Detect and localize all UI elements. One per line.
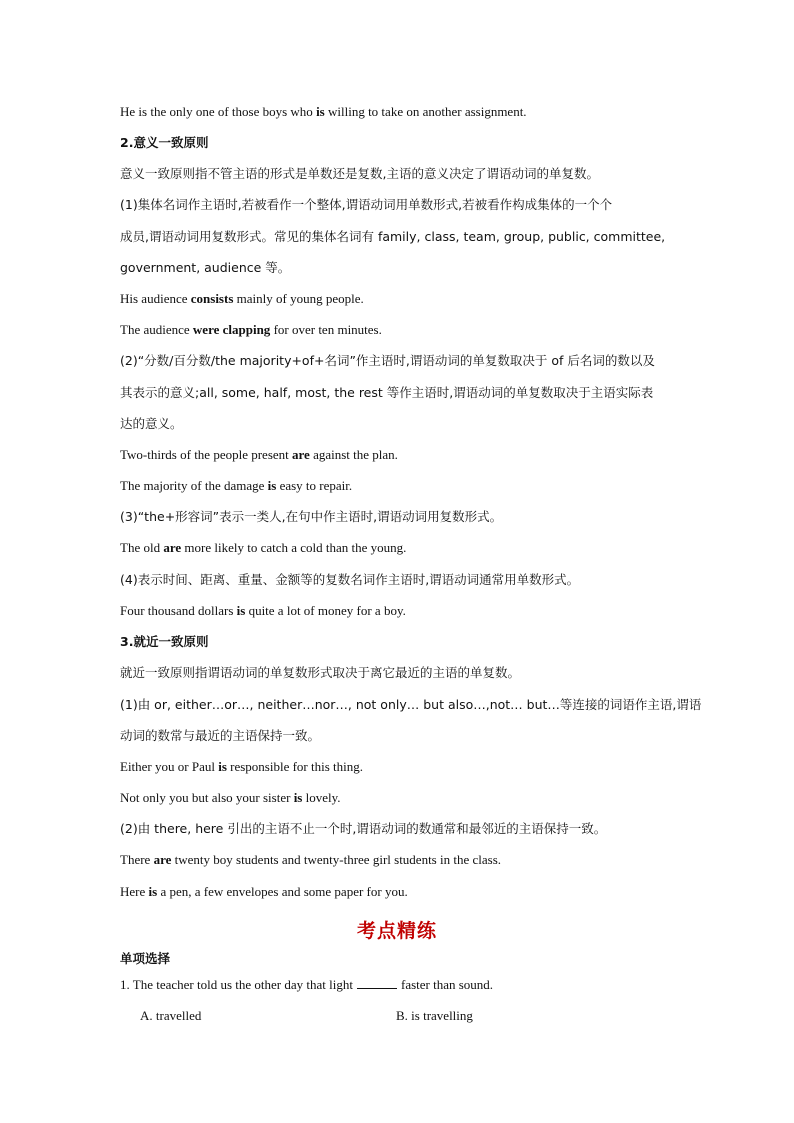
example-sentence: The old are more likely to catch a cold than the young. bbox=[120, 540, 407, 555]
example-sentence: Two-thirds of the people present are against the plan. bbox=[120, 447, 398, 462]
paragraph: 意义一致原则指不管主语的形式是单数还是复数,主语的意义决定了谓语动词的单复数。 bbox=[120, 166, 599, 181]
paragraph: (1)由 or, either…or…, neither…nor…, not only… but also…,not… but…等连接的词语作主语,谓语 bbox=[120, 697, 702, 712]
paragraph: 动词的数常与最近的主语保持一致。 bbox=[120, 728, 321, 743]
option-b[interactable]: B. is travelling bbox=[396, 1008, 473, 1023]
paragraph: (4)表示时间、距离、重量、金额等的复数名词作主语时,谓语动词通常用单数形式。 bbox=[120, 572, 580, 587]
option-a[interactable]: A. travelled bbox=[140, 1008, 202, 1023]
example-sentence: There are twenty boy students and twenty-three girl students in the class. bbox=[120, 852, 502, 867]
example-sentence: Here is a pen, a few envelopes and some paper for you. bbox=[120, 884, 408, 899]
section-title: 考点精练 bbox=[356, 920, 437, 942]
example-sentence: Either you or Paul is responsible for this thing. bbox=[120, 759, 364, 774]
answer-blank[interactable] bbox=[357, 977, 397, 989]
paragraph: 成员,谓语动词用复数形式。常见的集体名词有 family, class, team, group, public, committee, bbox=[120, 229, 666, 244]
example-sentence: The majority of the damage is easy to repair. bbox=[120, 478, 353, 493]
exercise-type-label: 单项选择 bbox=[120, 951, 171, 966]
paragraph: 就近一致原则指谓语动词的单复数形式取决于离它最近的主语的单复数。 bbox=[120, 665, 521, 680]
paragraph: 其表示的意义;all, some, half, most, the rest 等作主语时,谓语动词的单复数取决于主语实际表 bbox=[120, 385, 654, 400]
section-heading-2: 2.意义一致原则 bbox=[120, 135, 209, 150]
paragraph: 达的意义。 bbox=[120, 416, 183, 431]
question-1: 1. The teacher told us the other day that light faster than sound. bbox=[120, 977, 494, 992]
example-sentence: The audience were clapping for over ten minutes. bbox=[120, 322, 382, 337]
paragraph: (3)“the+形容词”表示一类人,在句中作主语时,谓语动词用复数形式。 bbox=[120, 509, 503, 524]
example-sentence: He is the only one of those boys who is willing to take on another assignment. bbox=[120, 104, 527, 119]
example-sentence: Not only you but also your sister is lovely. bbox=[120, 790, 341, 805]
paragraph: (2)“分数/百分数/the majority+of+名词”作主语时,谓语动词的单复数取决于 of 后名词的数以及 bbox=[120, 353, 655, 368]
paragraph: government, audience 等。 bbox=[120, 260, 291, 275]
paragraph: (2)由 there, here 引出的主语不止一个时,谓语动词的数通常和最邻近的主语保持一致。 bbox=[120, 821, 607, 836]
example-sentence: His audience consists mainly of young people. bbox=[120, 291, 364, 306]
section-heading-3: 3.就近一致原则 bbox=[120, 634, 209, 649]
paragraph: (1)集体名词作主语时,若被看作一个整体,谓语动词用单数形式,若被看作构成集体的一个个 bbox=[120, 197, 613, 212]
example-sentence: Four thousand dollars is quite a lot of money for a boy. bbox=[120, 603, 406, 618]
